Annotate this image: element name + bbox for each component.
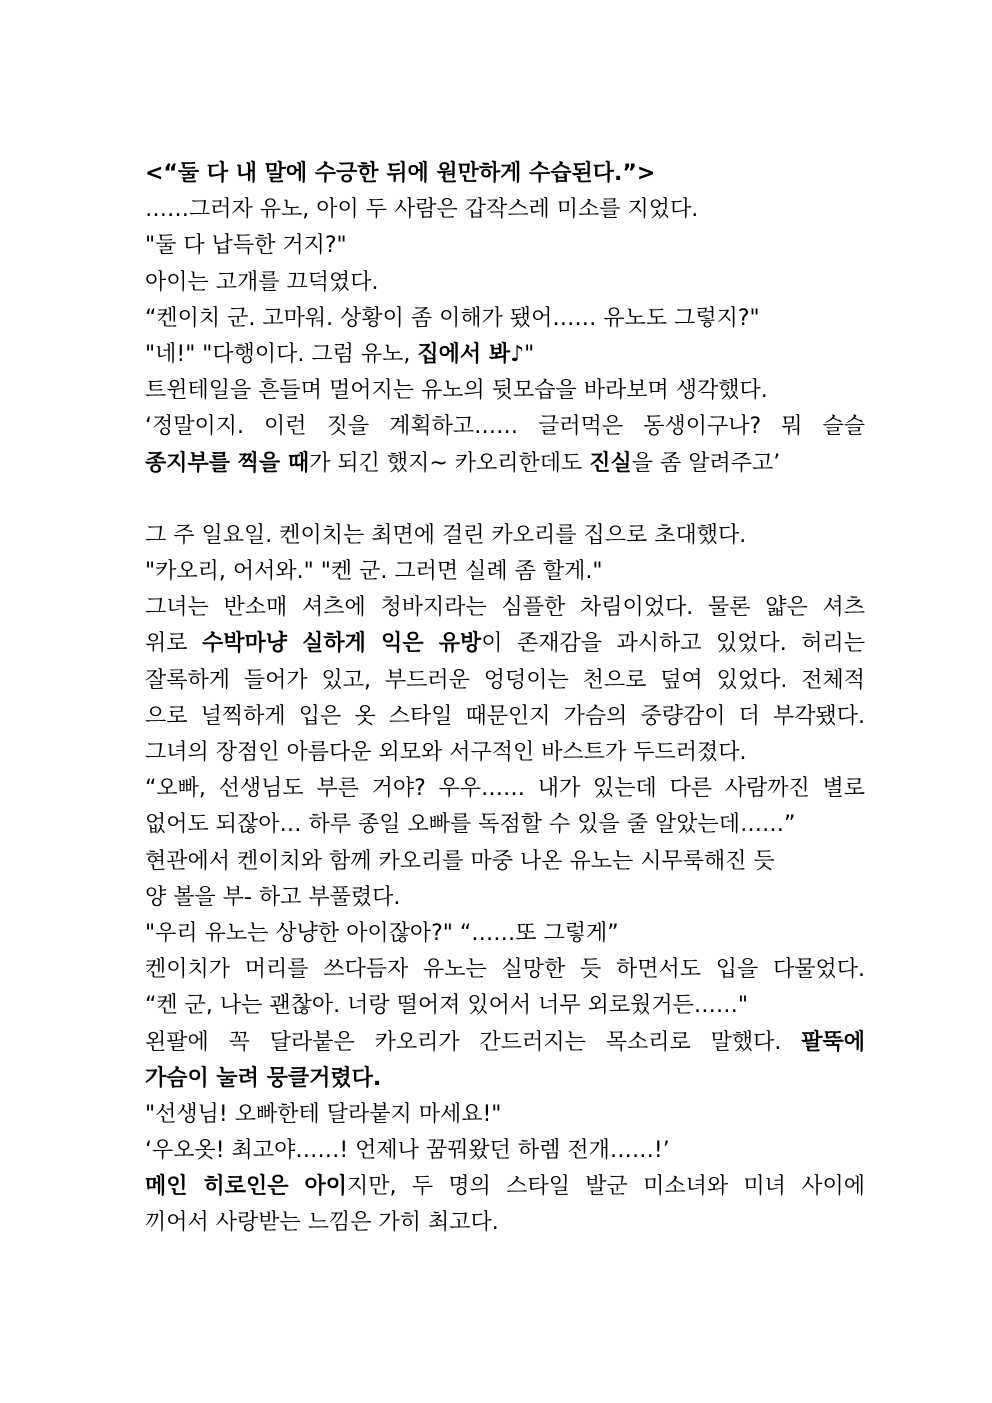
body-text: “오빠, 선생님도 부른 거야? 우우…… 내가 있는데 다른 사람까진 별로: [145, 776, 865, 802]
body-text: 을 좀 알려주고’: [631, 450, 781, 476]
text-line: [145, 952, 865, 988]
text-line: [145, 663, 865, 699]
emphasized-text: 집에서 봐♪: [417, 341, 525, 367]
text-line: [145, 1169, 865, 1205]
text-line: [145, 1097, 865, 1133]
emphasized-text: 가슴이 눌려 뭉클거렸다.: [145, 1065, 382, 1091]
text-line: [145, 626, 865, 662]
text-line: [145, 518, 865, 554]
text-line: [145, 228, 865, 264]
body-text: "우리 유노는 상냥한 아이잖아?" “……또 그렇게”: [145, 920, 619, 946]
text-line: [145, 156, 865, 192]
text-line: [145, 373, 865, 409]
body-text: 이 존재감을 과시하고 있었다. 허리는: [481, 631, 865, 657]
text-line: [145, 337, 865, 373]
body-text: 없어도 되잖아… 하루 종일 오빠를 독점할 수 있을 줄 알았는데……”: [145, 812, 796, 838]
text-line: [145, 590, 865, 626]
body-text: "둘 다 납득한 거지?": [145, 233, 347, 259]
emphasized-text: 메인 히로인은 아이: [145, 1174, 347, 1200]
emphasized-text: 팔뚝에: [801, 1029, 865, 1055]
body-text: “켄 군, 나는 괜찮아. 너랑 떨어져 있어서 너무 외로웠거든……": [145, 993, 748, 1019]
text-line: [145, 1025, 865, 1061]
body-text: 지만, 두 명의 스타일 발군 미소녀와 미녀 사이에: [346, 1174, 865, 1200]
body-text: "카오리, 어서와." "켄 군. 그러면 실례 좀 할게.": [145, 559, 603, 585]
text-line: [145, 771, 865, 807]
text-line: [145, 409, 865, 445]
text-line: [145, 1061, 865, 1097]
body-text: 그녀의 장점인 아름다운 외모와 서구적인 바스트가 두드러졌다.: [145, 740, 747, 765]
body-text: ": [524, 341, 535, 367]
body-text: "선생님! 오빠한테 달라붙지 마세요!": [145, 1101, 502, 1127]
text-line: [145, 988, 865, 1024]
emphasized-text: 진실: [589, 450, 632, 476]
text-line: [145, 301, 865, 337]
body-text: 왼팔에 꼭 달라붙은 카오리가 간드러지는 목소리로 말했다.: [145, 1029, 802, 1055]
body-text: 으로 널찍하게 입은 옷 스타일 때문인지 가슴의 중량감이 더 부각됐다.: [145, 703, 865, 729]
body-text: 위로: [145, 631, 202, 657]
text-line: [145, 880, 865, 916]
body-text: ‘우오옷! 최고야……! 언제나 꿈꿔왔던 하렘 전개……!’: [145, 1138, 670, 1164]
text-line: [145, 265, 865, 301]
body-text: 켄이치가 머리를 쓰다듬자 유노는 실망한 듯 하면서도 입을 다물었다.: [145, 957, 865, 983]
body-text: 그녀는 반소매 셔츠에 청바지라는 심플한 차림이었다. 물론 얇은 셔츠: [145, 595, 865, 621]
blank-line: [145, 482, 865, 518]
text-line: [145, 735, 865, 771]
text-line: [145, 1133, 865, 1169]
body-text: 잘록하게 들어가 있고, 부드러운 엉덩이는 천으로 덮여 있었다. 전체적: [145, 667, 865, 693]
text-line: [145, 916, 865, 952]
text-line: [145, 1205, 865, 1241]
body-text: ……그러자 유노, 아이 두 사람은 갑작스레 미소를 지었다.: [145, 197, 699, 223]
text-line: [145, 844, 865, 880]
text-line: [145, 446, 865, 482]
text-line: [145, 192, 865, 228]
body-text: 가 되긴 했지~ 카오리한데도: [309, 450, 590, 476]
body-text: 끼어서 사랑받는 느낌은 가히 최고다.: [145, 1210, 499, 1236]
emphasized-text: 수박마냥 실하게 익은 유방: [202, 631, 482, 657]
text-line: [145, 699, 865, 735]
body-text: “켄이치 군. 고마워. 상황이 좀 이해가 됐어…… 유노도 그렇지?": [145, 305, 760, 331]
body-text: 그 주 일요일. 켄이치는 최면에 걸린 카오리를 집으로 초대했다.: [145, 522, 747, 548]
body-text: 아이는 고개를 끄덕였다.: [145, 269, 379, 295]
text-line: [145, 554, 865, 590]
emphasized-text: <“둘 다 내 말에 수긍한 뒤에 원만하게 수습된다.”>: [145, 161, 656, 186]
body-text: 트윈테일을 흔들며 멀어지는 유노의 뒷모습을 바라보며 생각했다.: [145, 378, 768, 404]
text-line: [145, 807, 865, 843]
emphasized-text: 종지부를 찍을 때: [145, 450, 310, 476]
body-text: ‘정말이지. 이런 짓을 계획하고…… 글러먹은 동생이구나? 뭐 슬슬: [145, 414, 865, 440]
document-page: [145, 156, 865, 1242]
body-text: 양 볼을 부- 하고 부풀렸다.: [145, 884, 401, 910]
body-text: "네!" "다행이다. 그럼 유노,: [145, 341, 418, 367]
body-text: 현관에서 켄이치와 함께 카오리를 마중 나온 유노는 시무룩해진 듯: [145, 848, 775, 874]
